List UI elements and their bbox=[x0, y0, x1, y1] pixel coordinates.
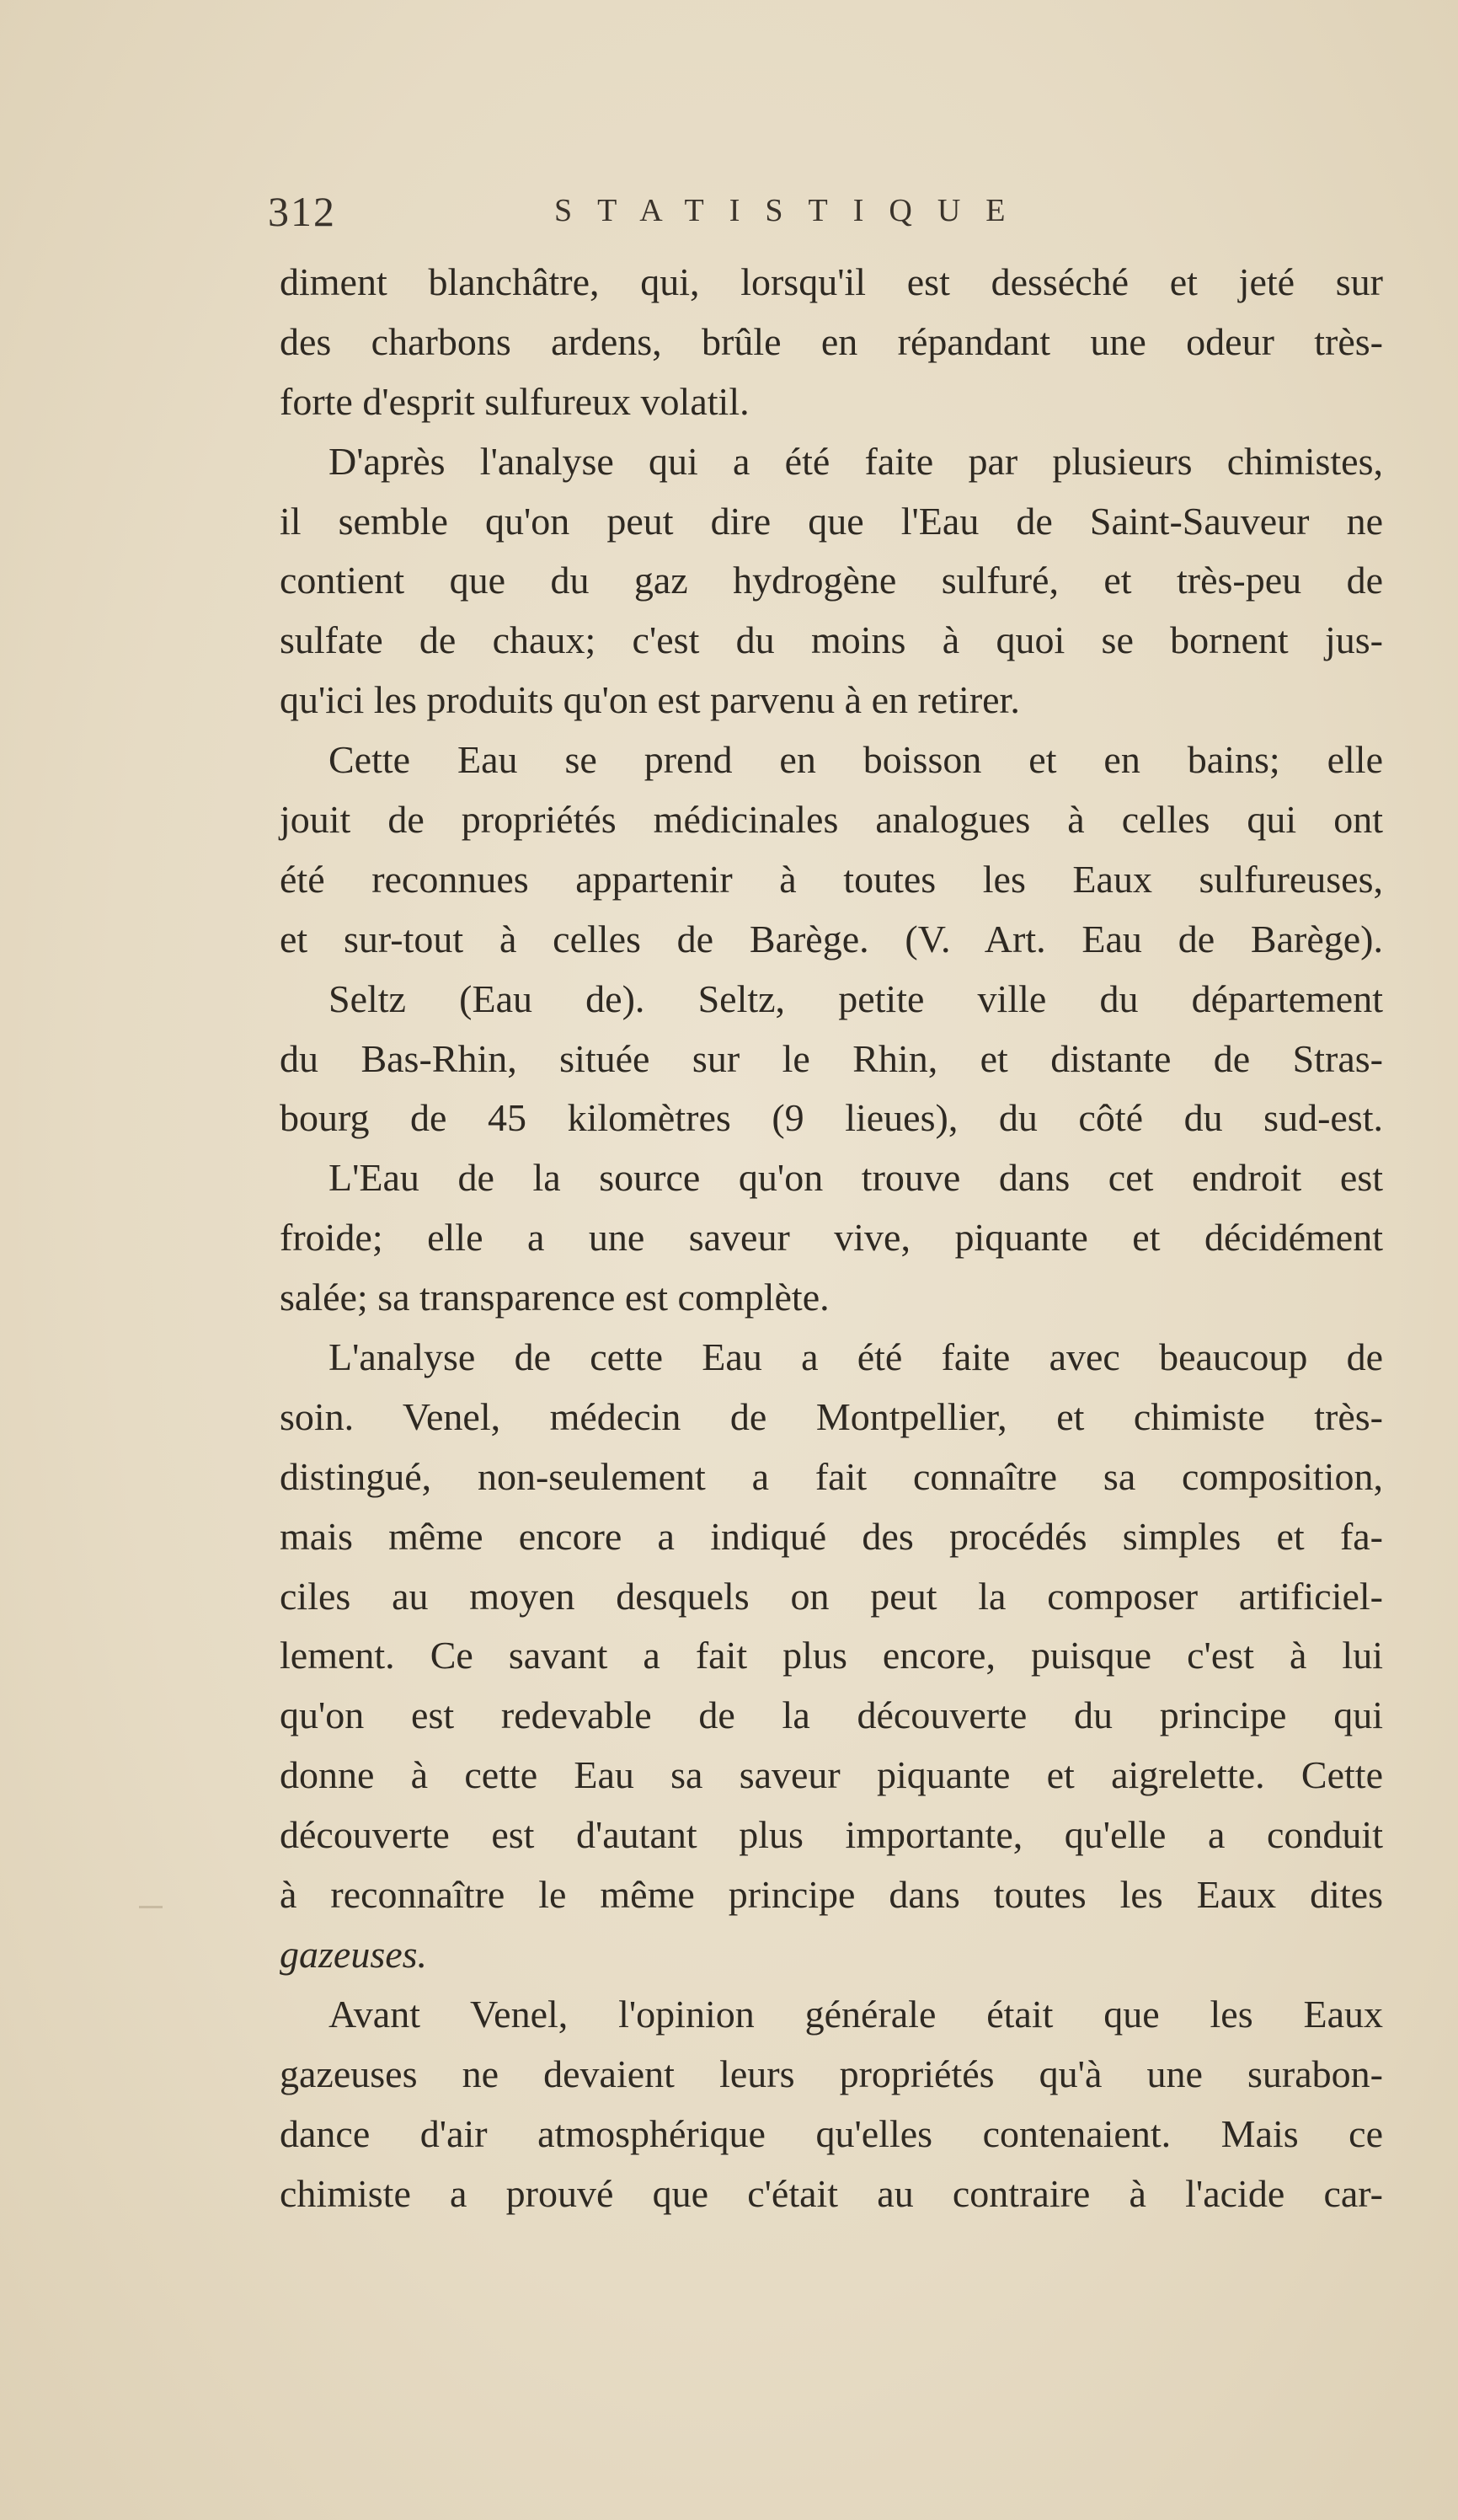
text-line: mais même encore a indiqué des procédés simples et fa- bbox=[280, 1514, 1383, 1558]
text-line: ciles au moyen desquels on peut la composer artificiel- bbox=[280, 1574, 1383, 1618]
text-line: L'Eau de la source qu'on trouve dans cet endroit est bbox=[328, 1156, 1383, 1200]
text-line: distingué, non-seulement a fait connaître sa composition, bbox=[280, 1454, 1383, 1498]
text-line: Avant Venel, l'opinion générale était que les Eaux bbox=[328, 1992, 1383, 2036]
text-line: du Bas-Rhin, située sur le Rhin, et distante de Stras- bbox=[280, 1036, 1383, 1080]
text-line: soin. Venel, médecin de Montpellier, et chimiste très- bbox=[280, 1394, 1383, 1438]
text-line: L'analyse de cette Eau a été faite avec beaucoup de bbox=[328, 1335, 1383, 1379]
text-line: donne à cette Eau sa saveur piquante et aigrelette. Cette bbox=[280, 1753, 1383, 1797]
text-line: sulfate de chaux; c'est du moins à quoi se bornent jus- bbox=[280, 618, 1383, 662]
text-line: contient que du gaz hydrogène sulfuré, et très-peu de bbox=[280, 559, 1383, 602]
text-line: diment blanchâtre, qui, lorsqu'il est desséché et jeté sur bbox=[280, 260, 1383, 303]
text-line: chimiste a prouvé que c'était au contraire à l'acide car- bbox=[280, 2171, 1383, 2215]
text-line: salée; sa transparence est complète. bbox=[280, 1276, 830, 1319]
text-line: qu'ici les produits qu'on est parvenu à en retirer. bbox=[280, 678, 1020, 722]
text-line: découverte est d'autant plus importante, qu'elle a conduit bbox=[280, 1813, 1383, 1857]
running-head: STATISTIQUE bbox=[554, 193, 1031, 228]
text-line: Cette Eau se prend en boisson et en bains; elle bbox=[328, 738, 1383, 782]
page-header bbox=[268, 187, 1405, 246]
text-line: été reconnues appartenir à toutes les Eaux sulfureuses, bbox=[280, 857, 1383, 901]
page-number: 312 bbox=[268, 188, 336, 235]
text-line: il semble qu'on peut dire que l'Eau de Saint-Sauveur ne bbox=[280, 499, 1383, 543]
text-line: dance d'air atmosphérique qu'elles contenaient. Mais ce bbox=[280, 2111, 1383, 2155]
text-line: gazeuses ne devaient leurs propriétés qu'à une surabon- bbox=[280, 2052, 1383, 2095]
text-line: Seltz (Eau de). Seltz, petite ville du département bbox=[328, 976, 1383, 1020]
text-line: lement. Ce savant a fait plus encore, puisque c'est à lui bbox=[280, 1634, 1383, 1677]
text-line: gazeuses. bbox=[280, 1932, 428, 1976]
text-line: froide; elle a une saveur vive, piquante et décidément bbox=[280, 1216, 1383, 1260]
text-line: des charbons ardens, brûle en répandant une odeur très- bbox=[280, 319, 1383, 363]
text-line: à reconnaître le même principe dans toutes les Eaux dites bbox=[280, 1873, 1383, 1917]
text-line: qu'on est redevable de la découverte du principe qui bbox=[280, 1693, 1383, 1737]
margin-mark bbox=[139, 1906, 163, 1908]
text-line: D'après l'analyse qui a été faite par plusieurs chimistes, bbox=[328, 439, 1383, 483]
body-text bbox=[280, 253, 1383, 2223]
text-line: forte d'esprit sulfureux volatil. bbox=[280, 379, 750, 423]
text-line: bourg de 45 kilomètres (9 lieues), du côté du sud-est. bbox=[280, 1096, 1383, 1140]
text-line: et sur-tout à celles de Barège. (V. Art. Eau de Barège). bbox=[280, 917, 1383, 960]
text-line: jouit de propriétés médicinales analogues à celles qui ont bbox=[280, 798, 1383, 842]
